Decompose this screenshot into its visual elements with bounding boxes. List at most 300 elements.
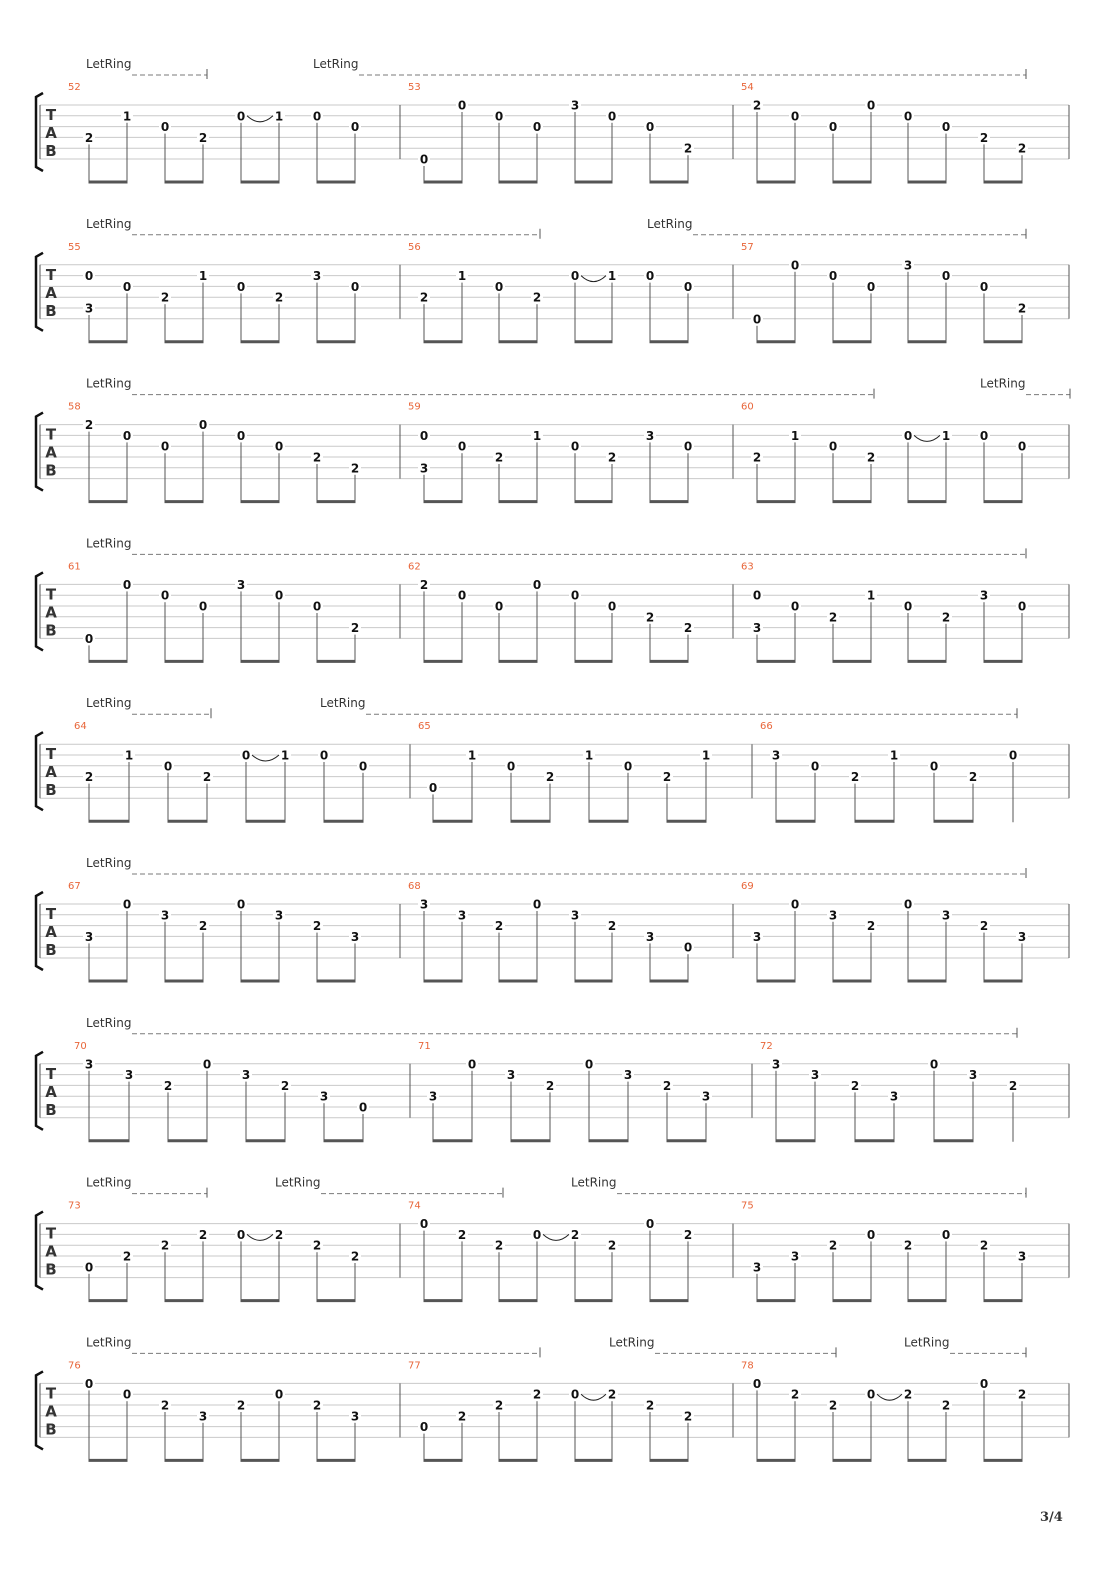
measure (400, 402, 694, 503)
fret-number: 1 (198, 269, 208, 284)
fret-number: 0 (160, 439, 170, 454)
fret-number: 3 (1017, 929, 1027, 944)
measure-number: 74 (408, 1200, 421, 1212)
fret-number: 2 (457, 1227, 467, 1242)
fret-number: 2 (979, 919, 989, 934)
fret-number: 3 (570, 908, 580, 923)
fret-number: 2 (198, 919, 208, 934)
let-ring-label: LetRing (86, 1335, 132, 1350)
fret-number: 3 (84, 1057, 94, 1072)
measure (400, 561, 694, 662)
fret-number: 2 (903, 1238, 913, 1253)
fret-number: 0 (929, 1057, 939, 1072)
measure (400, 242, 694, 343)
tie-arc (581, 1394, 606, 1400)
fret-number: 2 (494, 1238, 504, 1253)
tab-clef-letter: B (45, 781, 57, 800)
measure (400, 82, 694, 183)
fret-number: 2 (350, 1249, 360, 1264)
let-ring-label: LetRing (86, 1175, 132, 1190)
fret-number: 0 (941, 269, 951, 284)
let-ring-label: LetRing (275, 1175, 321, 1190)
fret-number: 0 (358, 1100, 368, 1115)
fret-number: 3 (645, 929, 655, 944)
measure (68, 242, 361, 343)
fret-number: 2 (903, 1387, 913, 1402)
fret-number: 2 (545, 770, 555, 785)
fret-number: 2 (280, 1078, 290, 1093)
fret-number: 0 (419, 152, 429, 167)
tab-system (36, 1335, 1069, 1461)
fret-number: 0 (607, 599, 617, 614)
measure-number: 63 (741, 561, 754, 573)
fret-number: 2 (979, 130, 989, 145)
fret-number: 0 (457, 439, 467, 454)
fret-number: 3 (790, 1249, 800, 1264)
fret-number: 0 (790, 599, 800, 614)
fret-number: 2 (84, 130, 94, 145)
tab-clef-letter: B (45, 621, 57, 640)
fret-number: 0 (236, 109, 246, 124)
fret-number: 3 (506, 1068, 516, 1083)
fret-number: 2 (850, 1078, 860, 1093)
fret-number: 3 (752, 1260, 762, 1275)
fret-number: 1 (124, 748, 134, 763)
measure-number: 71 (418, 1040, 431, 1052)
fret-number: 0 (903, 109, 913, 124)
fret-number: 0 (866, 1387, 876, 1402)
fret-number: 0 (467, 1057, 477, 1072)
fret-number: 3 (198, 1409, 208, 1424)
fret-number: 0 (84, 631, 94, 646)
measure (68, 82, 361, 183)
fret-number: 0 (866, 279, 876, 294)
measure (752, 1041, 1019, 1142)
measure (68, 561, 361, 662)
measure-number: 67 (68, 881, 81, 892)
measure (733, 242, 1028, 343)
tab-clef-letter: B (45, 1260, 57, 1279)
measure (400, 1201, 694, 1302)
tab-clef-letter: A (45, 923, 57, 941)
fret-number: 0 (570, 1387, 580, 1402)
fret-number: 3 (84, 301, 94, 316)
tab-clef-letter: T (45, 905, 57, 923)
fret-number: 2 (683, 1227, 693, 1242)
fret-number: 0 (979, 279, 989, 294)
fret-number: 2 (570, 1227, 580, 1242)
fret-number: 3 (350, 929, 360, 944)
fret-number: 2 (1017, 301, 1027, 316)
fret-number: 2 (84, 418, 94, 433)
fret-number: 2 (274, 1227, 284, 1242)
fret-number: 0 (929, 759, 939, 774)
fret-number: 0 (428, 780, 438, 795)
tab-system (36, 57, 1069, 183)
fret-number: 2 (160, 290, 170, 305)
fret-number: 0 (419, 1217, 429, 1232)
fret-number: 0 (941, 1227, 951, 1242)
fret-number: 0 (122, 897, 132, 912)
let-ring-label: LetRing (320, 696, 366, 711)
fret-number: 0 (236, 428, 246, 443)
fret-number: 0 (84, 1260, 94, 1275)
measure-number: 58 (68, 401, 81, 413)
let-ring-label: LetRing (980, 376, 1026, 391)
fret-number: 2 (419, 577, 429, 592)
fret-number: 0 (683, 439, 693, 454)
fret-number: 0 (494, 279, 504, 294)
measure-number: 76 (68, 1360, 81, 1372)
fret-number: 0 (570, 439, 580, 454)
fret-number: 0 (979, 1376, 989, 1391)
measure-number: 59 (408, 401, 421, 413)
fret-number: 2 (202, 770, 212, 785)
measure-number: 55 (68, 241, 81, 253)
fret-number: 0 (903, 428, 913, 443)
fret-number: 0 (160, 120, 170, 135)
tab-system (36, 1016, 1069, 1142)
fret-number: 0 (570, 269, 580, 284)
fret-number: 2 (607, 919, 617, 934)
fret-number: 2 (866, 919, 876, 934)
tie-arc (252, 755, 279, 761)
fret-number: 0 (645, 1217, 655, 1232)
let-ring-label: LetRing (86, 1015, 132, 1030)
measure-number: 60 (741, 401, 754, 413)
fret-number: 2 (683, 141, 693, 156)
measure (733, 881, 1028, 982)
fret-number: 2 (274, 290, 284, 305)
measure-number: 72 (760, 1040, 773, 1052)
tie-arc (543, 1234, 569, 1240)
fret-number: 2 (968, 770, 978, 785)
fret-number: 1 (941, 428, 951, 443)
tab-system (36, 1176, 1069, 1302)
fret-number: 2 (866, 450, 876, 465)
fret-number: 2 (532, 290, 542, 305)
fret-number: 2 (198, 1227, 208, 1242)
fret-number: 1 (532, 428, 542, 443)
tab-clef-letter: T (45, 425, 57, 444)
let-ring-label: LetRing (571, 1175, 617, 1190)
fret-number: 2 (1017, 1387, 1027, 1402)
measure (400, 881, 694, 982)
fret-number: 0 (84, 269, 94, 284)
fret-number: 0 (122, 1387, 132, 1402)
fret-number: 0 (532, 1227, 542, 1242)
fret-number: 2 (752, 450, 762, 465)
tab-clef-letter: B (45, 1100, 57, 1119)
measure (68, 881, 361, 982)
fret-number: 0 (457, 98, 467, 113)
let-ring-label: LetRing (86, 376, 132, 391)
fret-number: 3 (752, 929, 762, 944)
fret-number: 0 (570, 588, 580, 603)
measure-number: 57 (741, 241, 754, 253)
let-ring-label: LetRing (609, 1335, 655, 1350)
fret-number: 0 (202, 1057, 212, 1072)
tab-clef-letter: B (45, 301, 57, 320)
fret-number: 2 (752, 98, 762, 113)
tab-clef-letter: A (45, 603, 57, 622)
let-ring-label: LetRing (313, 57, 359, 71)
fret-number: 0 (752, 1376, 762, 1391)
fret-number: 3 (419, 461, 429, 476)
fret-number: 0 (790, 109, 800, 124)
fret-number: 0 (494, 599, 504, 614)
fret-number: 2 (312, 1238, 322, 1253)
fret-number: 3 (941, 908, 951, 923)
fret-number: 0 (419, 428, 429, 443)
fret-number: 2 (163, 1078, 173, 1093)
fret-number: 2 (236, 1398, 246, 1413)
tab-clef-letter: T (45, 106, 57, 124)
fret-number: 2 (607, 1238, 617, 1253)
tab-clef-letter: T (45, 265, 57, 284)
fret-number: 1 (607, 269, 617, 284)
fret-number: 2 (645, 1398, 655, 1413)
page-number: 3/4 (1040, 1510, 1063, 1525)
let-ring-label: LetRing (904, 1335, 950, 1350)
fret-number: 0 (236, 279, 246, 294)
fret-number: 2 (607, 1387, 617, 1402)
measure-number: 69 (741, 881, 754, 892)
fret-number: 3 (570, 98, 580, 113)
fret-number: 2 (198, 130, 208, 145)
fret-number: 0 (645, 120, 655, 135)
fret-number: 0 (84, 1376, 94, 1391)
measure (733, 1360, 1028, 1461)
fret-number: 2 (84, 770, 94, 785)
let-ring-label: LetRing (86, 216, 132, 231)
fret-number: 2 (312, 1398, 322, 1413)
fret-number: 2 (828, 1398, 838, 1413)
let-ring-label: LetRing (86, 57, 132, 71)
fret-number: 3 (752, 621, 762, 636)
fret-number: 0 (810, 759, 820, 774)
fret-number: 1 (274, 109, 284, 124)
fret-number: 0 (419, 1420, 429, 1435)
fret-number: 1 (457, 269, 467, 284)
fret-number: 0 (532, 577, 542, 592)
fret-number: 0 (1008, 748, 1018, 763)
fret-number: 0 (198, 599, 208, 614)
fret-number: 0 (903, 599, 913, 614)
measure (410, 721, 712, 822)
tab-clef-letter: T (45, 585, 57, 604)
fret-number: 0 (903, 897, 913, 912)
fret-number: 3 (350, 1409, 360, 1424)
fret-number: 0 (122, 577, 132, 592)
tab-system (36, 856, 1069, 982)
tab-clef-letter: B (45, 142, 57, 160)
fret-number: 0 (866, 1227, 876, 1242)
fret-number: 3 (771, 1057, 781, 1072)
fret-number: 0 (160, 588, 170, 603)
measure (68, 1360, 361, 1461)
fret-number: 2 (1008, 1078, 1018, 1093)
fret-number: 2 (122, 1249, 132, 1264)
tab-system (36, 377, 1070, 503)
fret-number: 3 (124, 1068, 134, 1083)
measure (410, 1041, 712, 1142)
tab-clef-letter: T (45, 1224, 57, 1243)
fret-number: 1 (122, 109, 132, 124)
measure (733, 402, 1028, 503)
let-ring-label: LetRing (86, 536, 132, 551)
fret-number: 0 (979, 428, 989, 443)
fret-number: 0 (532, 120, 542, 135)
fret-number: 0 (241, 748, 251, 763)
fret-number: 0 (350, 120, 360, 135)
fret-number: 0 (274, 439, 284, 454)
tie-arc (247, 116, 273, 122)
fret-number: 2 (532, 1387, 542, 1402)
fret-number: 1 (280, 748, 290, 763)
fret-number: 3 (979, 588, 989, 603)
fret-number: 0 (506, 759, 516, 774)
fret-number: 0 (866, 98, 876, 113)
fret-number: 3 (623, 1068, 633, 1083)
fret-number: 2 (828, 1238, 838, 1253)
measure (400, 1360, 694, 1461)
measure (68, 1201, 361, 1302)
fret-number: 2 (312, 919, 322, 934)
fret-number: 2 (160, 1238, 170, 1253)
let-ring-label: LetRing (647, 216, 693, 231)
fret-number: 0 (532, 897, 542, 912)
measure (733, 561, 1028, 662)
fret-number: 2 (545, 1078, 555, 1093)
fret-number: 0 (607, 109, 617, 124)
tab-system (36, 696, 1069, 822)
fret-number: 0 (274, 588, 284, 603)
measure-number: 53 (408, 82, 421, 93)
fret-number: 0 (584, 1057, 594, 1072)
fret-number: 0 (683, 940, 693, 955)
fret-number: 1 (866, 588, 876, 603)
fret-number: 0 (312, 599, 322, 614)
measure-number: 78 (741, 1360, 754, 1372)
fret-number: 2 (683, 1409, 693, 1424)
fret-number: 2 (941, 1398, 951, 1413)
fret-number: 3 (274, 908, 284, 923)
fret-number: 0 (122, 428, 132, 443)
fret-number: 3 (241, 1068, 251, 1083)
fret-number: 2 (828, 610, 838, 625)
fret-number: 0 (790, 897, 800, 912)
tab-clef-letter: A (45, 124, 57, 142)
measure-number: 56 (408, 241, 421, 253)
fret-number: 1 (790, 428, 800, 443)
tab-clef-letter: A (45, 1082, 57, 1101)
tab-clef-letter: A (45, 763, 57, 782)
measure (733, 82, 1028, 183)
fret-number: 0 (457, 588, 467, 603)
fret-number: 2 (160, 1398, 170, 1413)
measure-number: 68 (408, 881, 421, 892)
fret-number: 3 (903, 258, 913, 273)
fret-number: 0 (122, 279, 132, 294)
fret-number: 0 (645, 269, 655, 284)
fret-number: 3 (312, 269, 322, 284)
fret-number: 0 (236, 897, 246, 912)
fret-number: 3 (701, 1089, 711, 1104)
measure-number: 61 (68, 561, 81, 573)
fret-number: 3 (889, 1089, 899, 1104)
measure-number: 70 (74, 1040, 87, 1052)
fret-number: 2 (683, 621, 693, 636)
tie-arc (877, 1394, 902, 1400)
fret-number: 0 (752, 588, 762, 603)
tab-clef-letter: T (45, 1384, 57, 1403)
fret-number: 2 (662, 770, 672, 785)
fret-number: 3 (457, 908, 467, 923)
fret-number: 2 (850, 770, 860, 785)
measure-number: 75 (741, 1200, 754, 1212)
measure (733, 1201, 1028, 1302)
fret-number: 0 (494, 109, 504, 124)
fret-number: 1 (584, 748, 594, 763)
fret-number: 0 (319, 748, 329, 763)
fret-number: 3 (968, 1068, 978, 1083)
fret-number: 2 (350, 461, 360, 476)
measure (74, 721, 369, 822)
measure-number: 52 (68, 82, 81, 93)
tab-clef-letter: A (45, 1402, 57, 1421)
fret-number: 3 (1017, 1249, 1027, 1264)
fret-number: 1 (889, 748, 899, 763)
measure-number: 54 (741, 82, 754, 93)
tab-clef-letter: A (45, 283, 57, 302)
fret-number: 3 (236, 577, 246, 592)
tab-clef-letter: A (45, 1242, 57, 1261)
tab-clef-letter: B (45, 461, 57, 480)
fret-number: 2 (1017, 141, 1027, 156)
fret-number: 2 (941, 610, 951, 625)
fret-number: 2 (494, 450, 504, 465)
fret-number: 3 (428, 1089, 438, 1104)
fret-number: 0 (623, 759, 633, 774)
fret-number: 3 (160, 908, 170, 923)
fret-number: 3 (645, 428, 655, 443)
fret-number: 0 (828, 439, 838, 454)
let-ring-label: LetRing (86, 696, 132, 711)
fret-number: 2 (645, 610, 655, 625)
measure-number: 73 (68, 1200, 81, 1212)
fret-number: 2 (457, 1409, 467, 1424)
fret-number: 1 (467, 748, 477, 763)
tab-clef-letter: B (45, 1420, 57, 1439)
fret-number: 0 (828, 120, 838, 135)
fret-number: 2 (979, 1238, 989, 1253)
let-ring-label: LetRing (86, 856, 132, 870)
fret-number: 0 (790, 258, 800, 273)
fret-number: 0 (828, 269, 838, 284)
tie-arc (914, 435, 940, 441)
measure-number: 64 (74, 721, 87, 733)
measure-number: 65 (418, 721, 431, 733)
fret-number: 0 (941, 120, 951, 135)
fret-number: 2 (494, 919, 504, 934)
tie-arc (581, 276, 606, 282)
fret-number: 0 (236, 1227, 246, 1242)
fret-number: 2 (494, 1398, 504, 1413)
fret-number: 2 (607, 450, 617, 465)
tab-clef-letter: T (45, 745, 57, 764)
fret-number: 3 (419, 897, 429, 912)
